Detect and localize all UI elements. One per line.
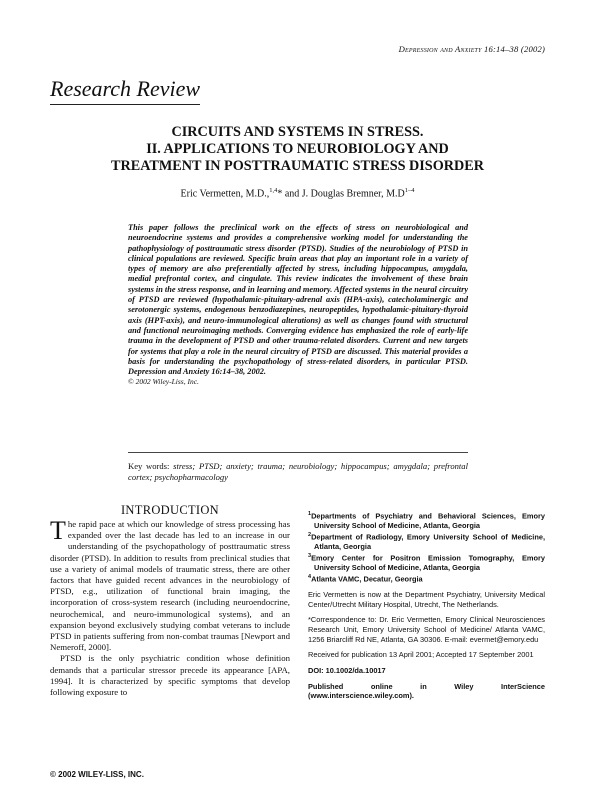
drop-cap: T — [50, 516, 66, 545]
running-header — [300, 44, 545, 54]
affiliation-text: Departments of Psychiatry and Behavioral Sciences, Emory University School of Medicine, Atlanta, Georgia — [311, 511, 545, 531]
keywords-values: stress; PTSD; anxiety; trauma; neurobiology; hippocampus; amygdala; prefrontal cortex; psychopharmacology — [128, 461, 468, 482]
section-label: Research Review — [50, 76, 200, 105]
affiliation-text: Atlanta VAMC, Decatur, Georgia — [311, 574, 423, 584]
article-title — [20, 124, 575, 175]
correspondence-note: *Correspondence to: Dr. Eric Vermetten, Emory Clinical Neurosciences Research Unit, Emory University School of Medicine/ Atlanta VAMC, 1256 Briarcliff Rd NE, Atlanta, GA 30306. E-mail: evermet@emory.edu — [308, 615, 545, 644]
current-address-note: Eric Vermetten is now at the Department Psychiatry, University Medical Center/Utrecht Military Hospital, Utrecht, The Netherlands. — [308, 589, 545, 609]
received-note: Received for publication 13 April 2001; Accepted 17 September 2001 — [308, 650, 534, 660]
footnotes-column — [308, 510, 545, 701]
title-line: II. APPLICATIONS TO NEUROBIOLOGY AND — [146, 141, 449, 157]
author-1: Eric Vermetten, M.D., — [180, 188, 270, 200]
affiliation-number: 1 — [308, 511, 312, 517]
abstract-copyright: © 2002 Wiley-Liss, Inc. — [128, 377, 199, 387]
introduction-body — [50, 516, 290, 698]
affiliation-text: Department of Radiology, Emory University School of Medicine, Atlanta, Georgia — [311, 532, 545, 552]
doi: DOI: 10.1002/da.10017 — [308, 666, 386, 676]
author-line — [20, 187, 575, 199]
abstract — [128, 223, 468, 388]
corresponding-mark: * — [277, 188, 283, 200]
keywords-label: Key words: — [128, 461, 170, 471]
intro-paragraph-1-text: he rapid pace at which our knowledge of stress processing has expanded over the last decade has led to an increase in our understanding of the psychopathology of posttraumatic stress disorder (PTSD). In addition to results from preclinical studies that use a variety of animal models of traumatic stress, there are other factors that have guided recent advances in the neurobiology of PTSD, e.g., utilization of functional brain imaging, the incorporation of cross-system research (including neuroendocrine, neurochemical, and neuro-immunological systems), and an expansion beyond exclusively studying combat veterans to include PTSD in patients suffering from non-combat traumas [Newport and Nemeroff, 2000]. — [50, 519, 290, 653]
intro-paragraph — [50, 516, 290, 653]
affiliation-number: 3 — [308, 552, 312, 559]
affiliation-item — [308, 531, 545, 552]
affiliation-number: 4 — [308, 573, 312, 580]
keywords — [128, 461, 468, 482]
journal-name: Depression and Anxiety — [398, 44, 482, 54]
author-2: and J. Douglas Bremner, M.D — [282, 188, 405, 200]
title-line: CIRCUITS AND SYSTEMS IN STRESS. — [171, 124, 424, 140]
title-line: TREATMENT IN POSTTRAUMATIC STRESS DISORDER — [111, 158, 484, 174]
introduction-heading: INTRODUCTION — [120, 503, 220, 517]
footer-copyright: © 2002 WILEY-LISS, INC. — [50, 770, 144, 779]
abstract-text: This paper follows the preclinical work on the effects of stress on neurobiological and neuroendocrine systems and provides a comprehensive working model for understanding the pathophysiology of posttraumatic stress disorder (PTSD). Studies of the neurobiology of PTSD in clinical populations are reviewed. Specific brain areas that play an important role in a variety of types of memory are also preferentially affected by stress, including hippocampus, amygdala, medial prefrontal cortex, and cingulate. This review indicates the involvement of these brain systems in the stress response, and in learning and memory. Affected systems in the neural circuitry of PTSD are reviewed (hypothalamic-pituitary-adrenal axis (HPA-axis), catecholaminergic and serotonergic systems, endogenous benzodiazepines, neuropeptides, hypothalamic-pituitary-thyroid axis (HPT-axis), and neuro-immunological alterations) as well as changes found with structural and functional neuroimaging methods. Converging evidence has emphasized the role of early-life trauma in the development of PTSD and other trauma-related disorders. Current and new targets for systems that play a role in the neural circuitry of PTSD are discussed. This material provides a basis for understanding the psychopathology of stress-related disorders, in particular PTSD. Depression and Anxiety 16:14–38, 2002. — [128, 223, 468, 377]
affiliation-item — [308, 552, 545, 573]
journal-citation: 16:14–38 (2002) — [484, 44, 545, 54]
abstract-divider — [128, 452, 468, 453]
affiliation-text: Emory Center for Positron Emission Tomography, Emory University School of Medicine, Atlanta, Georgia — [311, 553, 545, 572]
affiliation-item — [308, 573, 545, 584]
published-online-note: Published online in Wiley InterScience (www.interscience.wiley.com). — [308, 681, 545, 701]
affiliation-number: 2 — [308, 531, 312, 538]
author-2-affiliations: 1–4 — [404, 187, 415, 194]
intro-paragraph-2: PTSD is the only psychiatric condition whose definition demands that a particular stressor precede its appearance [APA, 1994]. It is characterized by specific symptoms that develop following exposure to — [50, 653, 290, 698]
affiliation-item — [308, 510, 545, 531]
author-1-affiliations: 1,4 — [269, 187, 278, 194]
